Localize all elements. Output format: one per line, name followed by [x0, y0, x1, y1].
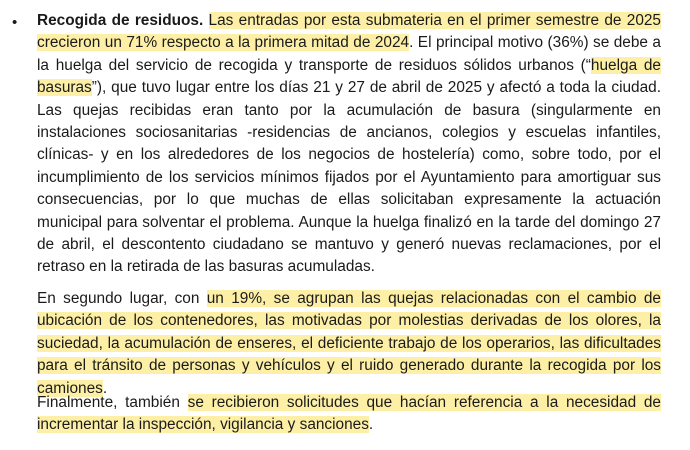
body-text: . [102, 379, 108, 397]
paragraph-segundo-lugar [37, 288, 661, 400]
body-text: Finalmente, también [37, 394, 188, 411]
highlighted-text: se recibieron solicitudes que hacían referencia a la necesidad de incrementar la inspección, vigilancia y sanciones [37, 394, 661, 434]
paragraph-finalmente [37, 392, 661, 437]
body-text: . [368, 416, 374, 434]
paragraph-recogida-residuos [37, 10, 661, 279]
body-text: . El principal motivo (36%) se debe a la huelga del servicio de recogida y transporte de residuos sólidos urbanos (“ [37, 34, 661, 74]
body-text: En segundo lugar, con [37, 290, 207, 307]
highlighted-text: huelga de basuras [37, 56, 661, 97]
bullet-point: • [12, 14, 18, 31]
highlighted-text: un 19%, se agrupan las quejas relacionadas con el cambio de ubicación de los contenedores, las motivadas por molestias derivadas de los olores, la suciedad, la acumulación de enseres, el deficiente trabajo de los operarios, las dificultades para el tránsito de personas y vehículos y el ruido generado durante la recogida por los camiones [37, 290, 661, 397]
paragraph-heading: Recogida de residuos. [37, 12, 204, 29]
highlighted-text: Las entradas por esta submateria en el primer semestre de 2025 crecieron un 71% respecto a la primera mitad de 2024 [37, 12, 661, 52]
body-text: ”), que tuvo lugar entre los días 21 y 27 de abril de 2025 y afectó a toda la ciudad. Las quejas recibidas eran tanto por la acumulación de basura (singularmente en instalaciones sociosanitarias -residencias de ancianos, colegios y escuelas infantiles, clínicas- y en los alrededores de los negocios de hostelería) como, sobre todo, por el incumplimiento de los servicios mínimos fijados por el Ayuntamiento para amortiguar sus consecuencias, por lo que muchas de ellas solicitaban expresamente la actuación municipal para solventar el problema. Aunque la huelga finalizó en la tarde del domingo 27 de abril, el descontento ciudadano se mantuvo y generó nuevas reclamaciones, por el retraso en la retirada de las basuras acumuladas. [37, 79, 661, 276]
